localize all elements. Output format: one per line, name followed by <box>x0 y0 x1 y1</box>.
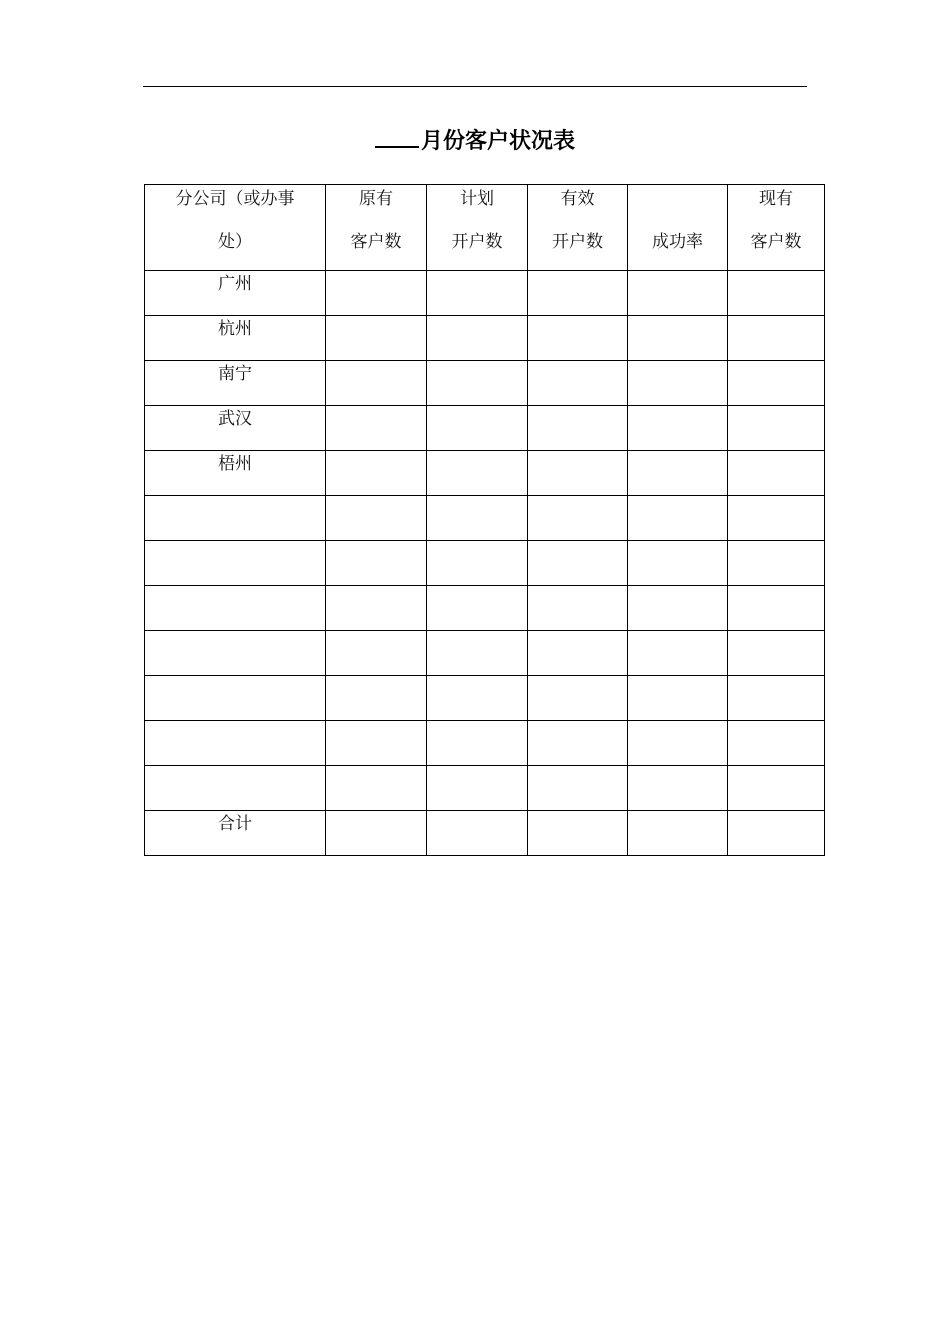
cell-text <box>326 631 426 633</box>
cell-text <box>628 766 727 768</box>
cell-text <box>326 406 426 408</box>
cell-text <box>145 631 325 633</box>
header-cell-planned-accounts <box>427 185 528 271</box>
table-cell <box>427 541 528 586</box>
title-text: 月份客户状况表 <box>420 129 575 154</box>
table-row <box>145 316 825 361</box>
cell-text <box>427 451 527 453</box>
header-line: 原有 <box>359 189 393 209</box>
table-cell <box>728 811 825 856</box>
table-cell <box>628 766 728 811</box>
table-cell <box>528 496 628 541</box>
table-row <box>145 496 825 541</box>
cell-text <box>427 631 527 633</box>
header-line: 成功率 <box>652 232 703 252</box>
cell-text <box>326 721 426 723</box>
table-cell <box>728 451 825 496</box>
cell-text <box>528 361 627 363</box>
table-cell-branch <box>145 676 326 721</box>
table-cell <box>628 496 728 541</box>
table-cell <box>326 406 427 451</box>
header-line: 计划 <box>460 189 494 209</box>
table-body <box>145 185 825 856</box>
cell-text <box>326 766 426 768</box>
cell-text <box>628 676 727 678</box>
cell-text <box>326 586 426 588</box>
cell-text <box>528 586 627 588</box>
table-header-row <box>145 185 825 271</box>
table-cell-branch <box>145 541 326 586</box>
cell-text <box>427 811 527 813</box>
table-cell <box>728 766 825 811</box>
cell-text <box>145 496 325 498</box>
table-row <box>145 676 825 721</box>
header-cell-original-customers <box>326 185 427 271</box>
table-cell <box>528 586 628 631</box>
table-cell <box>628 451 728 496</box>
table-cell <box>326 541 427 586</box>
cell-text <box>728 406 824 408</box>
table-cell <box>728 541 825 586</box>
header-line: 开户数 <box>451 232 503 252</box>
cell-text <box>528 406 627 408</box>
cell-text <box>427 721 527 723</box>
table-cell <box>427 721 528 766</box>
table-cell <box>728 676 825 721</box>
table-row <box>145 541 825 586</box>
cell-text <box>728 451 824 453</box>
table-cell <box>628 541 728 586</box>
table-cell <box>427 676 528 721</box>
cell-text <box>326 676 426 678</box>
table-cell <box>326 721 427 766</box>
cell-text <box>326 271 426 273</box>
cell-text <box>728 631 824 633</box>
table-cell <box>728 361 825 406</box>
cell-text <box>628 496 727 498</box>
table-row <box>145 586 825 631</box>
cell-text <box>145 541 325 543</box>
table-cell <box>628 316 728 361</box>
table-cell <box>728 721 825 766</box>
table-cell <box>528 811 628 856</box>
cell-text <box>427 271 527 273</box>
table-cell <box>326 631 427 676</box>
table-cell <box>528 766 628 811</box>
page-title <box>0 126 950 157</box>
cell-text <box>728 496 824 498</box>
cell-text <box>628 541 727 543</box>
cell-text <box>528 451 627 453</box>
table-row <box>145 766 825 811</box>
header-line: 处） <box>218 232 252 252</box>
cell-text <box>427 496 527 498</box>
table-cell <box>728 406 825 451</box>
cell-text <box>528 676 627 678</box>
cell-text <box>427 406 527 408</box>
cell-text <box>628 316 727 318</box>
cell-text <box>728 721 824 723</box>
cell-text <box>145 766 325 768</box>
cell-text <box>427 586 527 588</box>
table-cell <box>427 766 528 811</box>
table-cell <box>326 271 427 316</box>
cell-text <box>145 721 325 723</box>
cell-text <box>145 586 325 588</box>
cell-text <box>326 361 426 363</box>
table-cell-branch <box>145 811 326 856</box>
cell-text <box>628 721 727 723</box>
table-row <box>145 631 825 676</box>
table-cell <box>427 496 528 541</box>
cell-text <box>528 316 627 318</box>
table-cell <box>326 361 427 406</box>
table-cell <box>628 721 728 766</box>
cell-text <box>628 451 727 453</box>
table-cell <box>528 541 628 586</box>
table-cell <box>326 586 427 631</box>
table-cell <box>528 451 628 496</box>
table-cell <box>628 676 728 721</box>
header-line: 客户数 <box>750 232 802 252</box>
header-line <box>628 185 727 210</box>
table-cell <box>528 676 628 721</box>
table-cell <box>528 271 628 316</box>
table-row <box>145 271 825 316</box>
cell-text: 广州 <box>218 274 252 294</box>
cell-text <box>528 721 627 723</box>
cell-text <box>728 766 824 768</box>
customer-status-table <box>144 184 825 856</box>
table-cell <box>628 811 728 856</box>
header-cell-branch <box>145 185 326 271</box>
table-cell <box>427 361 528 406</box>
table-cell <box>427 406 528 451</box>
cell-text <box>628 361 727 363</box>
cell-text <box>628 586 727 588</box>
header-line: 分公司（或办事 <box>175 189 295 209</box>
table-cell <box>628 361 728 406</box>
table-cell-branch <box>145 496 326 541</box>
cell-text: 南宁 <box>218 364 252 384</box>
table-cell-branch <box>145 766 326 811</box>
cell-text: 合计 <box>218 814 252 834</box>
table-cell <box>628 631 728 676</box>
table-cell <box>728 271 825 316</box>
cell-text <box>728 676 824 678</box>
table-row <box>145 406 825 451</box>
cell-text <box>628 631 727 633</box>
cell-text <box>427 676 527 678</box>
table-cell-branch <box>145 271 326 316</box>
cell-text <box>528 271 627 273</box>
cell-text <box>728 541 824 543</box>
cell-text <box>528 811 627 813</box>
table-cell <box>326 496 427 541</box>
table-cell <box>326 676 427 721</box>
table-cell <box>427 586 528 631</box>
table-row <box>145 811 825 856</box>
table-cell <box>326 766 427 811</box>
table-cell-branch <box>145 406 326 451</box>
table-cell <box>628 406 728 451</box>
table-cell <box>427 631 528 676</box>
cell-text <box>326 496 426 498</box>
header-rule <box>143 86 807 87</box>
cell-text <box>728 271 824 273</box>
cell-text: 梧州 <box>218 454 252 474</box>
header-line: 开户数 <box>552 232 603 252</box>
cell-text <box>728 361 824 363</box>
header-cell-effective-accounts <box>528 185 628 271</box>
cell-text <box>427 541 527 543</box>
cell-text <box>628 811 727 813</box>
table-cell <box>326 451 427 496</box>
table-cell <box>528 406 628 451</box>
cell-text <box>427 766 527 768</box>
table-cell-branch <box>145 316 326 361</box>
cell-text <box>326 811 426 813</box>
table-cell-branch <box>145 361 326 406</box>
header-line: 现有 <box>759 189 793 209</box>
table-cell <box>728 631 825 676</box>
cell-text <box>427 316 527 318</box>
table-cell-branch <box>145 586 326 631</box>
table-cell-branch <box>145 721 326 766</box>
table-cell <box>628 271 728 316</box>
header-cell-current-customers <box>728 185 825 271</box>
cell-text <box>628 406 727 408</box>
cell-text <box>326 541 426 543</box>
table-cell <box>728 316 825 361</box>
cell-text <box>427 361 527 363</box>
title-blank-underline <box>375 126 419 148</box>
cell-text <box>728 586 824 588</box>
cell-text <box>728 811 824 813</box>
cell-text <box>145 676 325 678</box>
cell-text <box>528 541 627 543</box>
cell-text <box>528 496 627 498</box>
table-cell <box>528 631 628 676</box>
table-cell <box>427 811 528 856</box>
header-line: 有效 <box>560 189 595 209</box>
cell-text: 杭州 <box>218 319 252 339</box>
cell-text <box>728 316 824 318</box>
table-cell-branch <box>145 451 326 496</box>
table-cell <box>427 451 528 496</box>
table-cell <box>728 586 825 631</box>
table-cell <box>326 811 427 856</box>
cell-text <box>628 271 727 273</box>
cell-text <box>326 316 426 318</box>
table-cell-branch <box>145 631 326 676</box>
table-row <box>145 721 825 766</box>
table-cell <box>326 316 427 361</box>
header-cell-success-rate <box>628 185 728 271</box>
table-cell <box>528 361 628 406</box>
cell-text <box>326 451 426 453</box>
table-cell <box>628 586 728 631</box>
cell-text <box>528 631 627 633</box>
table-cell <box>728 496 825 541</box>
table-row <box>145 451 825 496</box>
table-cell <box>528 721 628 766</box>
cell-text <box>528 766 627 768</box>
table-cell <box>427 271 528 316</box>
table-row <box>145 361 825 406</box>
header-line: 客户数 <box>350 232 402 252</box>
table-cell <box>528 316 628 361</box>
table-cell <box>427 316 528 361</box>
cell-text: 武汉 <box>218 409 252 429</box>
